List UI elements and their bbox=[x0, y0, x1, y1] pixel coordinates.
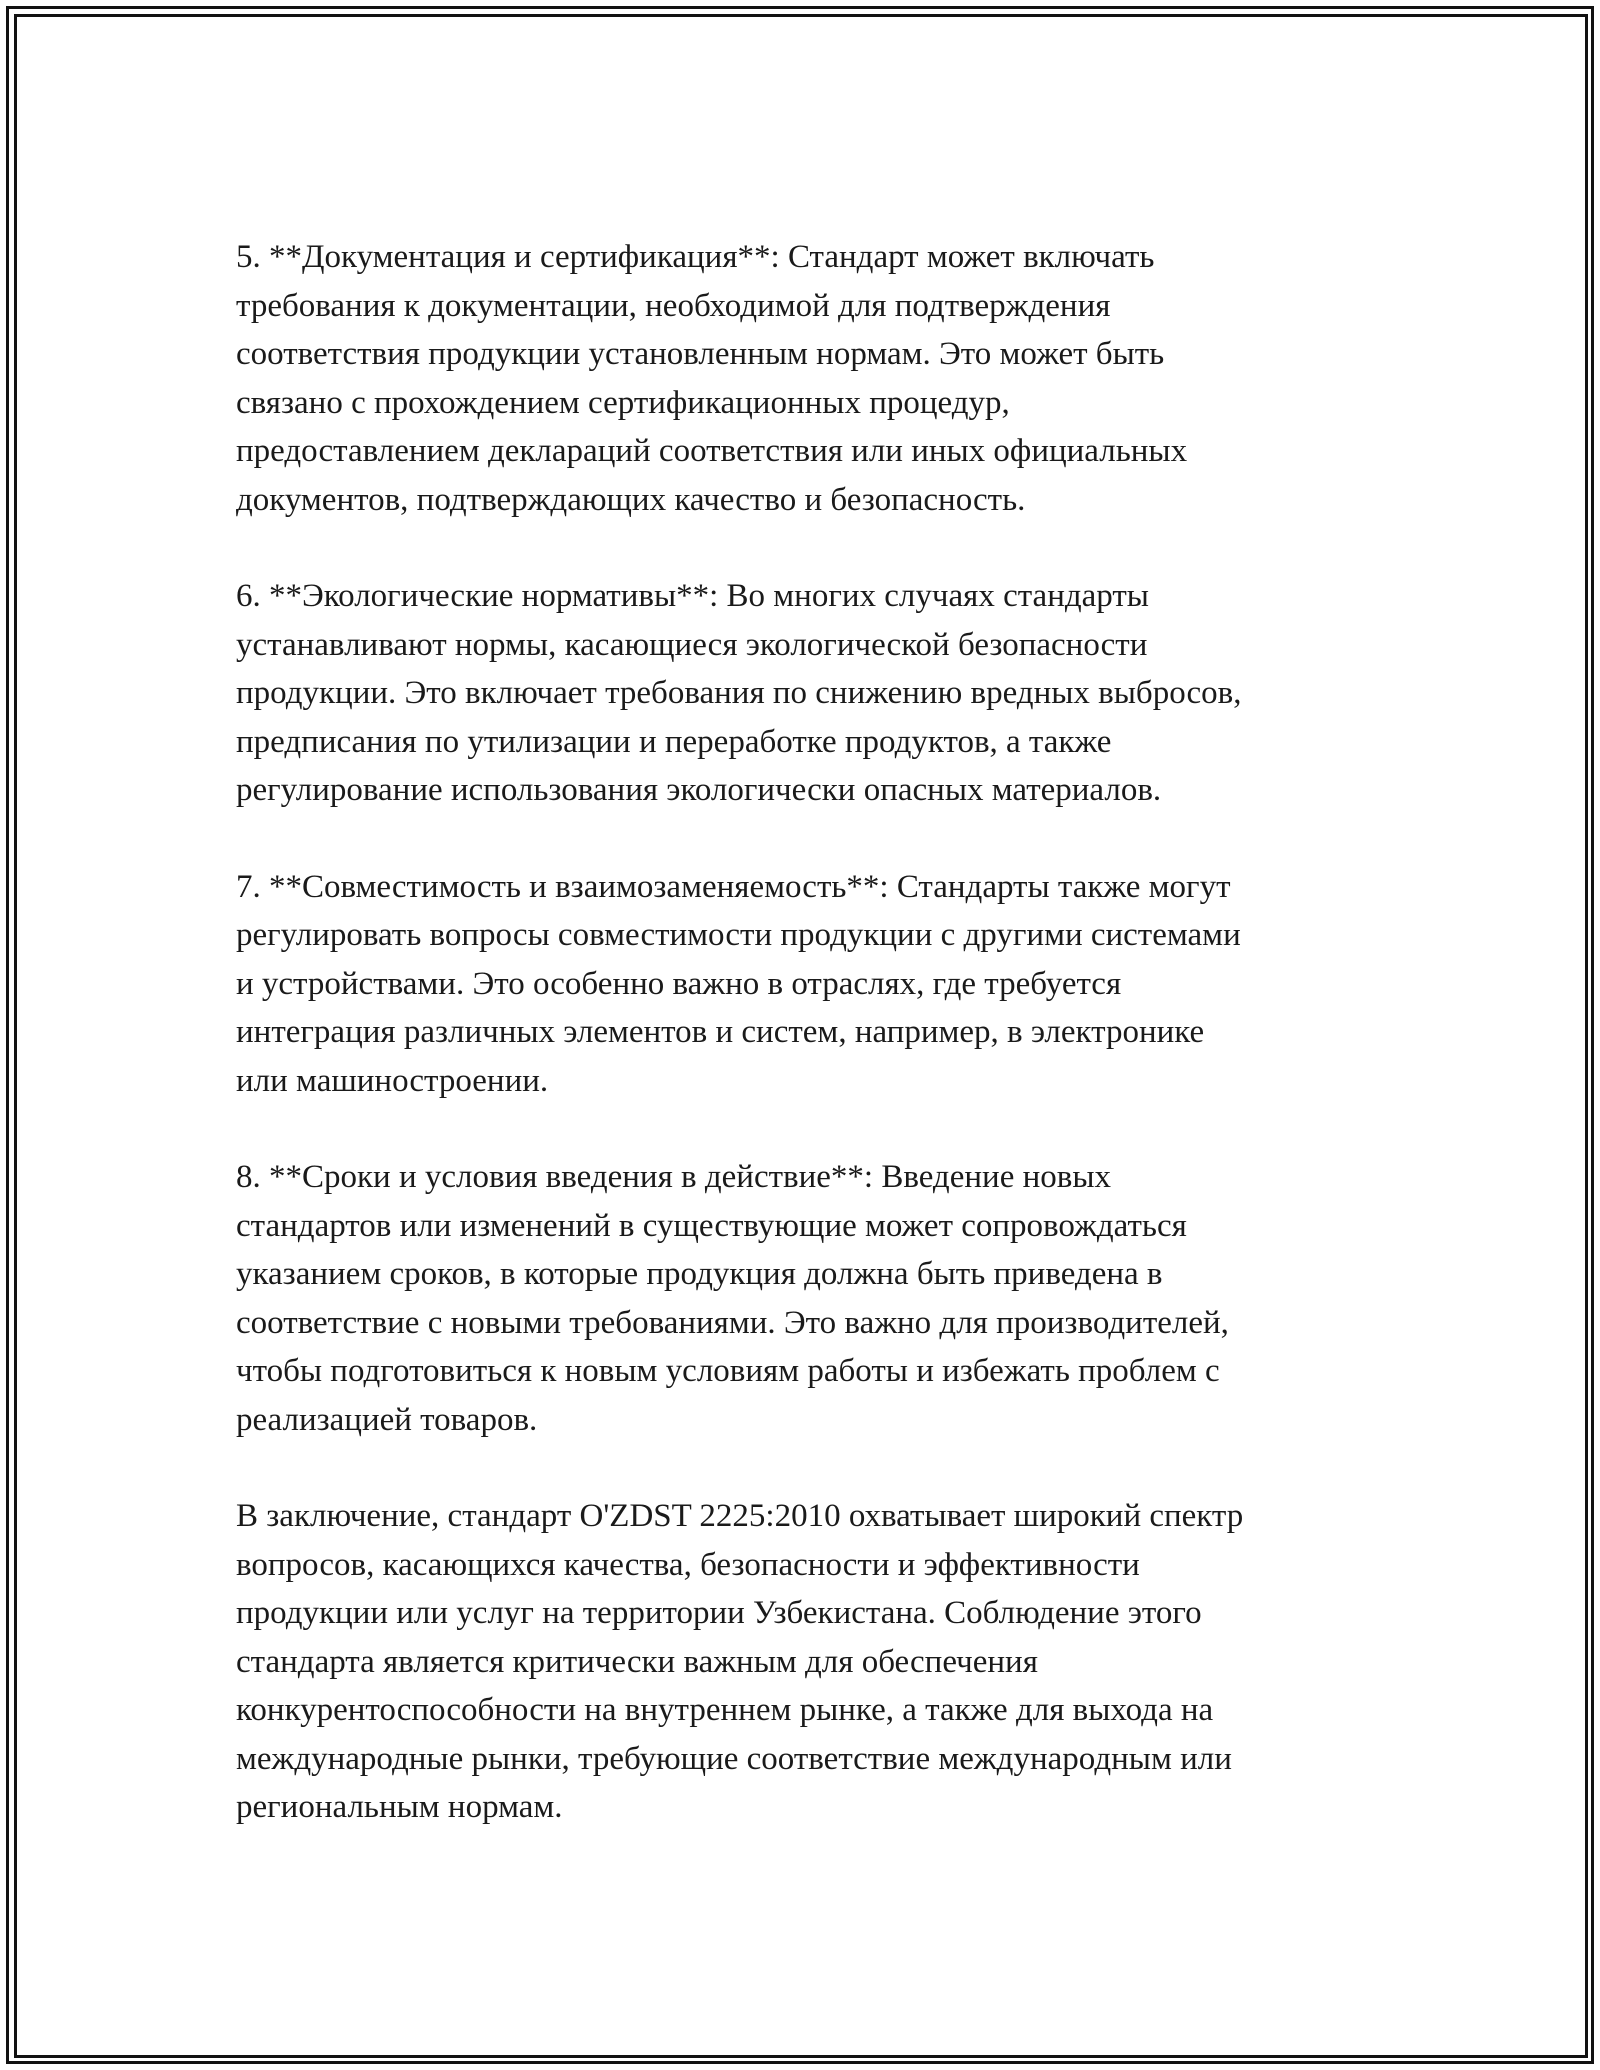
paragraph-conclusion: В заключение, стандарт O'ZDST 2225:2010 охватывает широкий спектр вопросов, касающихся качества, безопасности и эффективности продукции или услуг на территории Узбекистана. Соблюдение этого стандарта является критически важным для обеспечения конкурентоспособности на внутреннем рынке, а также для выхода на международные рынки, требующие соответствие международным или региональным нормам. bbox=[236, 1498, 1244, 1825]
paragraph-environmental-standards: 6. **Экологические нормативы**: Во многих случаях стандарты устанавливают нормы, касающиеся экологической безопасности продукции. Это включает требования по снижению вредных выбросов, предписания по утилизации и переработке продуктов, а также регулирование использования экологически опасных материалов. bbox=[236, 578, 1242, 808]
paragraph-documentation-certification: 5. **Документация и сертификация**: Стандарт может включать требования к документации, необходимой для подтверждения соответствия продукции установленным нормам. Это может быть связано с прохождением сертификационных процедур, предоставлением деклараций соответствия или иных официальных документов, подтверждающих качество и безопасность. bbox=[236, 239, 1188, 518]
paragraph-implementation-terms: 8. **Сроки и условия введения в действие**: Введение новых стандартов или изменений в существующие может сопровождаться указанием сроков, в которые продукция должна быть приведена в соответствие с новыми требованиями. Это важно для производителей, чтобы подготовиться к новым условиям работы и избежать проблем с реализацией товаров. bbox=[236, 1159, 1229, 1438]
document-body bbox=[236, 233, 1376, 1880]
paragraph-compatibility-interchangeability: 7. **Совместимость и взаимозаменяемость**: Стандарты также могут регулировать вопросы совместимости продукции с другими системами и устройствами. Это особенно важно в отраслях, где требуется интеграция различных элементов и систем, например, в электронике или машиностроении. bbox=[236, 868, 1241, 1099]
